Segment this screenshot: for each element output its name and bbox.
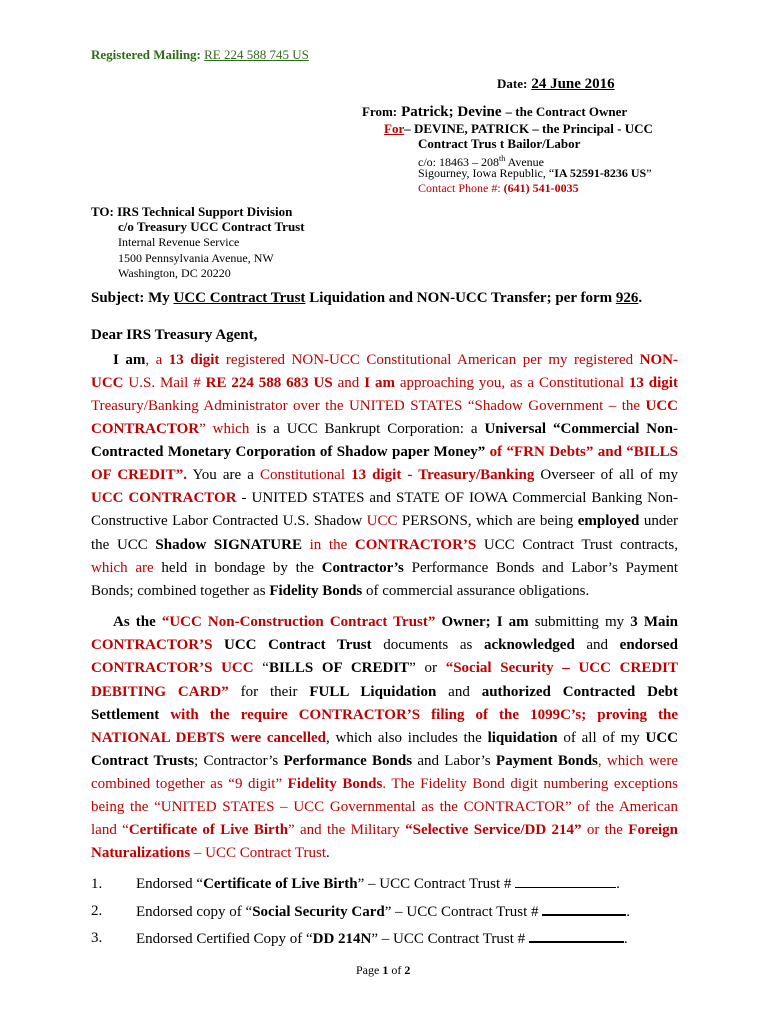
to-line-4: 1500 Pennsylvania Avenue, NW (118, 251, 274, 265)
date-value: 24 June 2016 (531, 76, 615, 92)
to-line-2: c/o Treasury UCC Contract Trust (118, 219, 305, 234)
blank-field[interactable] (542, 902, 626, 916)
p1-line-2: UCC U.S. Mail # RE 224 588 683 US and I am approaching you, as a Constitutional 13 digit (91, 375, 678, 391)
list-text: Endorsed “Certificate of Live Birth” – UCC Contract Trust # . (136, 876, 620, 892)
p2-line-10: land “Certificate of Live Birth” and the Military “Selective Service/DD 214” or the Foreign (91, 822, 678, 838)
greeting: Dear IRS Treasury Agent, (91, 327, 258, 343)
to-line-1: TO: IRS Technical Support Division (91, 204, 293, 219)
phone-label: Contact Phone #: (418, 181, 501, 195)
p1-line-7: UCC CONTRACTOR - UNITED STATES and STATE OF IOWA Commercial Banking Non- (91, 490, 678, 506)
blank-field[interactable] (515, 875, 616, 888)
list-text: Endorsed Certified Copy of “DD 214N” – UCC Contract Trust # . (136, 931, 628, 947)
p1-line-9: the UCC Shadow SIGNATURE in the CONTRACTOR’S UCC Contract Trust contracts, (91, 537, 679, 553)
p1-line-10: which are held in bondage by the Contractor’s Performance Bonds and Labor’s Payment (91, 560, 679, 576)
address-line-2: Sigourney, Iowa Republic, “IA 52591-8236 US” (418, 166, 652, 180)
list-text: Endorsed copy of “Social Security Card” – UCC Contract Trust # . (136, 904, 630, 920)
list-item (91, 902, 630, 920)
to-line-5: Washington, DC 20220 (118, 266, 231, 280)
from-name: Patrick; Devine (401, 104, 502, 120)
to-line-3: Internal Revenue Service (118, 235, 240, 249)
page-number: Page 1 of 2 (356, 963, 411, 977)
p2-line-11: Naturalizations – UCC Contract Trust. (91, 845, 330, 861)
from-role: – the Contract Owner (505, 104, 628, 119)
p1-line-4: CONTRACTOR” which is a UCC Bankrupt Corporation: a Universal “Commercial Non- (91, 421, 678, 437)
subject-line: Subject: My UCC Contract Trust Liquidation and NON-UCC Transfer; per form 926. (91, 290, 643, 306)
p2-line-7: Contract Trusts; Contractor’s Performance Bonds and Labor’s Payment Bonds, which were (91, 753, 678, 769)
for-text: – DEVINE, PATRICK – the Principal - UCC (404, 121, 653, 136)
list-number: 1. (91, 876, 103, 892)
date-label: Date: (497, 76, 528, 91)
trust-line: Contract Trus t Bailor/Labor (418, 136, 581, 151)
p1-line-8: Constructive Labor Contracted U.S. Shadow UCC PERSONS, which are being employed under (91, 513, 678, 529)
p1-line-5: Contracted Monetary Corporation of Shadow paper Money” of “FRN Debts” and “BILLS (91, 444, 678, 460)
list-number: 3. (91, 930, 103, 946)
p2-line-8: combined together as “9 digit” Fidelity Bonds. The Fidelity Bond digit numbering exceptions (91, 776, 679, 792)
list-item (91, 929, 628, 947)
p2-line-6: NATIONAL DEBTS were cancelled, which also includes the liquidation of all of my UCC (91, 730, 678, 746)
p1-line-11: Bonds; combined together as Fidelity Bonds of commercial assurance obligations. (91, 583, 590, 599)
blank-field[interactable] (529, 929, 624, 943)
from-label: From: (362, 104, 398, 119)
p2-line-5: Settlement with the require CONTRACTOR’S filing of the 1099C’s; proving the (91, 707, 678, 723)
p2-line-1: As the “UCC Non-Construction Contract Trust” Owner; I am submitting my 3 Main (113, 614, 678, 630)
p1-line-1: I am, a 13 digit registered NON-UCC Constitutional American per my registered NON- (113, 352, 678, 368)
address-line-1: c/o: 18463 – 208th Avenue (418, 154, 544, 169)
registered-mailing (91, 47, 309, 62)
p2-line-4: DEBITING CARD” for their FULL Liquidation and authorized Contracted Debt (91, 684, 678, 700)
registered-mailing-label: Registered Mailing: (91, 47, 201, 62)
contact-phone (418, 181, 579, 196)
p1-line-6: OF CREDIT”. You are a Constitutional 13 digit - Treasury/Banking Overseer of all of my (91, 467, 678, 483)
phone-number: (641) 541-0035 (503, 181, 579, 195)
p1-line-3: Treasury/Banking Administrator over the UNITED STATES “Shadow Government – the UCC (91, 398, 678, 414)
p2-line-3: CONTRACTOR’S UCC “BILLS OF CREDIT” or “Social Security – UCC CREDIT (91, 660, 678, 676)
for-line (384, 121, 653, 136)
p2-line-2: CONTRACTOR’S UCC Contract Trust documents as acknowledged and endorsed (91, 637, 679, 653)
date-line (497, 76, 615, 92)
list-item (91, 875, 620, 893)
registered-mailing-number: RE 224 588 745 US (204, 47, 309, 62)
p2-line-9: being the “UNITED STATES – UCC Governmental as the CONTRACTOR” of the American (91, 799, 678, 815)
for-label: For (384, 121, 405, 136)
list-number: 2. (91, 903, 103, 919)
from-line (362, 104, 627, 120)
